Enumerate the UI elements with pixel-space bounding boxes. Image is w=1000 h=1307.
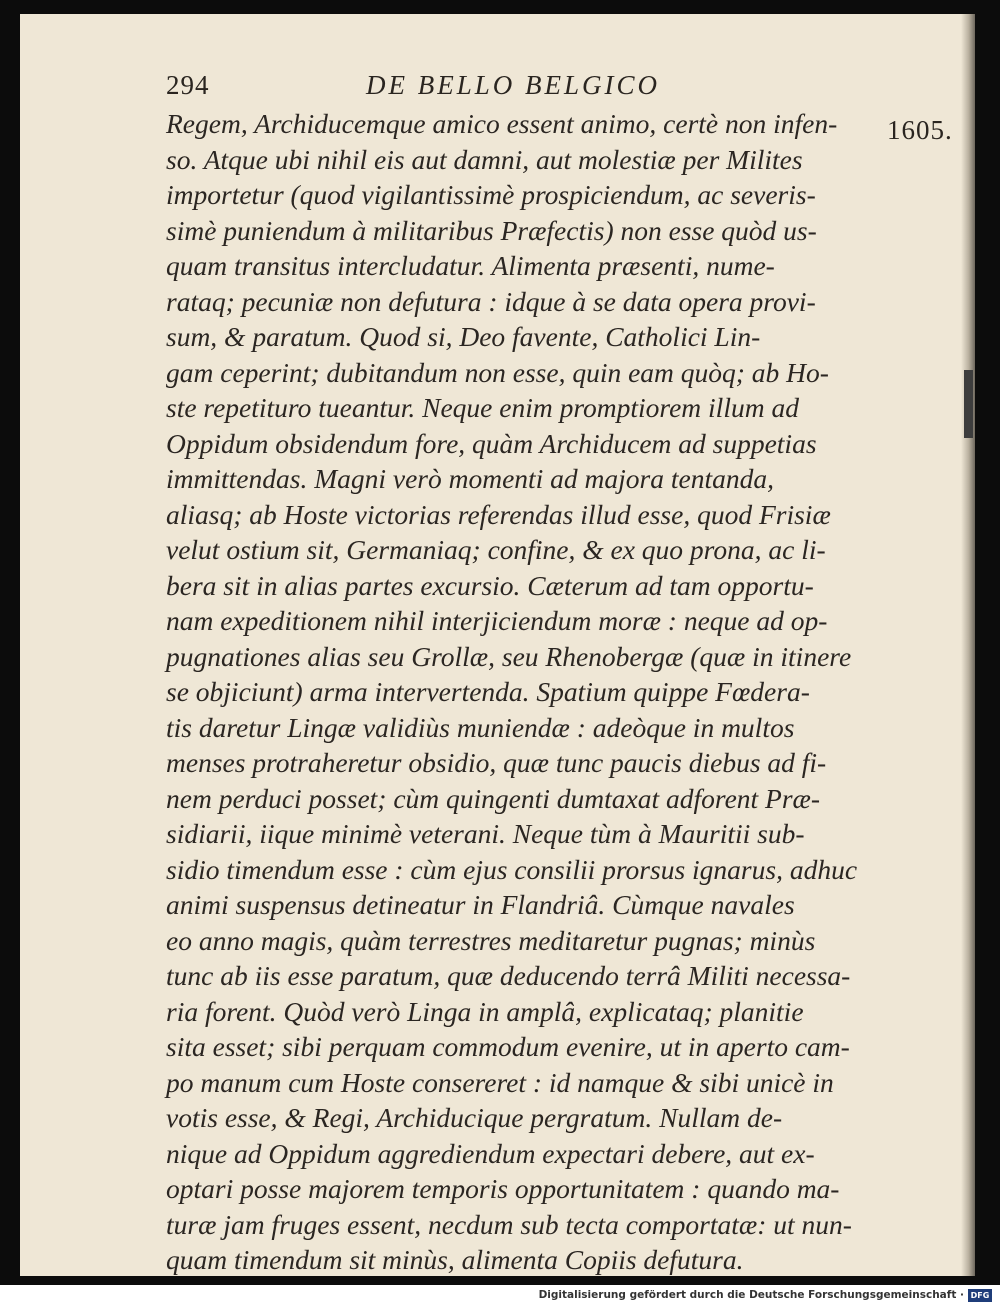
text-line: rataq; pecuniæ non defutura : idque à se data opera provi-	[166, 285, 816, 317]
dfg-logo: DFG	[968, 1289, 992, 1302]
text-line: optari posse majorem temporis opportunitatem : quando ma-	[166, 1173, 840, 1204]
text-line: tunc ab iis esse paratum, quæ deducendo terrâ Militi necessa-	[166, 960, 851, 991]
running-head: DE BELLO BELGICO	[366, 70, 661, 100]
text-line: nique ad Oppidum aggrediendum expectari debere, aut ex-	[166, 1137, 815, 1169]
text-line: immittendas. Magni verò momenti ad majora tentanda,	[166, 463, 774, 494]
text-line: sum, & paratum. Quod si, Deo favente, Catholici Lin-	[166, 321, 761, 352]
text-line: se objiciunt) arma intervertenda. Spatium quippe Fœdera-	[166, 676, 810, 707]
text-line: simè puniendum à militaribus Præfectis) non esse quòd us-	[166, 214, 817, 246]
text-line: sidio timendum esse : cùm ejus consilii prorsus ignarus, adhuc	[166, 853, 858, 885]
text-line: menses protraheretur obsidio, quæ tunc paucis diebus ad fi-	[166, 747, 827, 778]
text-line: bera sit in alias partes excursio. Cæterum ad tam opportu-	[166, 569, 814, 601]
text-line: velut ostium sit, Germaniaq; confine, & ex quo prona, ac li-	[166, 534, 826, 565]
text-line: sidiarii, iique minimè veterani. Neque tùm à Mauritii sub-	[166, 818, 805, 849]
text-line: Oppidum obsidendum fore, quàm Archiducem ad suppetias	[166, 427, 817, 459]
text-line: gam ceperint; dubitandum non esse, quin eam quòq; ab Ho-	[166, 356, 829, 388]
text-line: turæ jam fruges essent, necdum sub tecta comportatæ: ut nun-	[166, 1208, 852, 1240]
footer-credit: Digitalisierung gefördert durch die Deutsche Forschungsgemeinschaft ·	[538, 1289, 964, 1301]
page-number: 294	[166, 70, 210, 100]
body-text	[166, 106, 866, 1276]
text-line: tis daretur Lingæ validiùs muniendæ : adeòque in multos	[166, 711, 795, 743]
text-line: ria forent. Quòd verò Linga in amplâ, explicataq; planitie	[166, 995, 804, 1027]
binding-mark	[964, 370, 973, 438]
text-line: pugnationes alias seu Grollæ, seu Rhenobergæ (quæ in itinere	[166, 640, 852, 672]
text-line: nem perduci posset; cùm quingenti dumtaxat adforent Præ-	[166, 782, 821, 814]
text-line: so. Atque ubi nihil eis aut damni, aut molestiæ per Milites	[166, 143, 803, 175]
text-line: sita esset; sibi perquam commodum evenire, ut in aperto cam-	[166, 1031, 850, 1062]
page-header	[166, 70, 826, 110]
text-line: eo anno magis, quàm terrestres meditaretur pugnas; minùs	[166, 924, 816, 956]
page-edge-shadow	[961, 14, 975, 1276]
text-line: nam expeditionem nihil interjiciendum moræ : neque ad op-	[166, 605, 828, 636]
text-line: quam timendum sit minùs, alimenta Copiis defutura.	[166, 1244, 744, 1275]
text-line: aliasq; ab Hoste victorias referendas illud esse, quod Frisiæ	[166, 498, 831, 530]
text-line: importetur (quod vigilantissimè prospiciendum, ac severis-	[166, 179, 816, 210]
footer-bar	[0, 1285, 1000, 1307]
book-page	[20, 14, 975, 1276]
margin-year: 1605.	[887, 115, 953, 145]
text-line: animi suspensus detineatur in Flandriâ. Cùmque navales	[166, 889, 795, 920]
text-line: quam transitus intercludatur. Alimenta præsenti, nume-	[166, 250, 775, 281]
text-line: Regem, Archiducemque amico essent animo, certè non infen-	[166, 108, 838, 139]
text-line: votis esse, & Regi, Archiducique pergratum. Nullam de-	[166, 1102, 783, 1133]
text-line: ste repetituro tueantur. Neque enim promptiorem illum ad	[166, 392, 799, 423]
text-line: po manum cum Hoste consereret : id namque & sibi unicè in	[166, 1066, 834, 1098]
